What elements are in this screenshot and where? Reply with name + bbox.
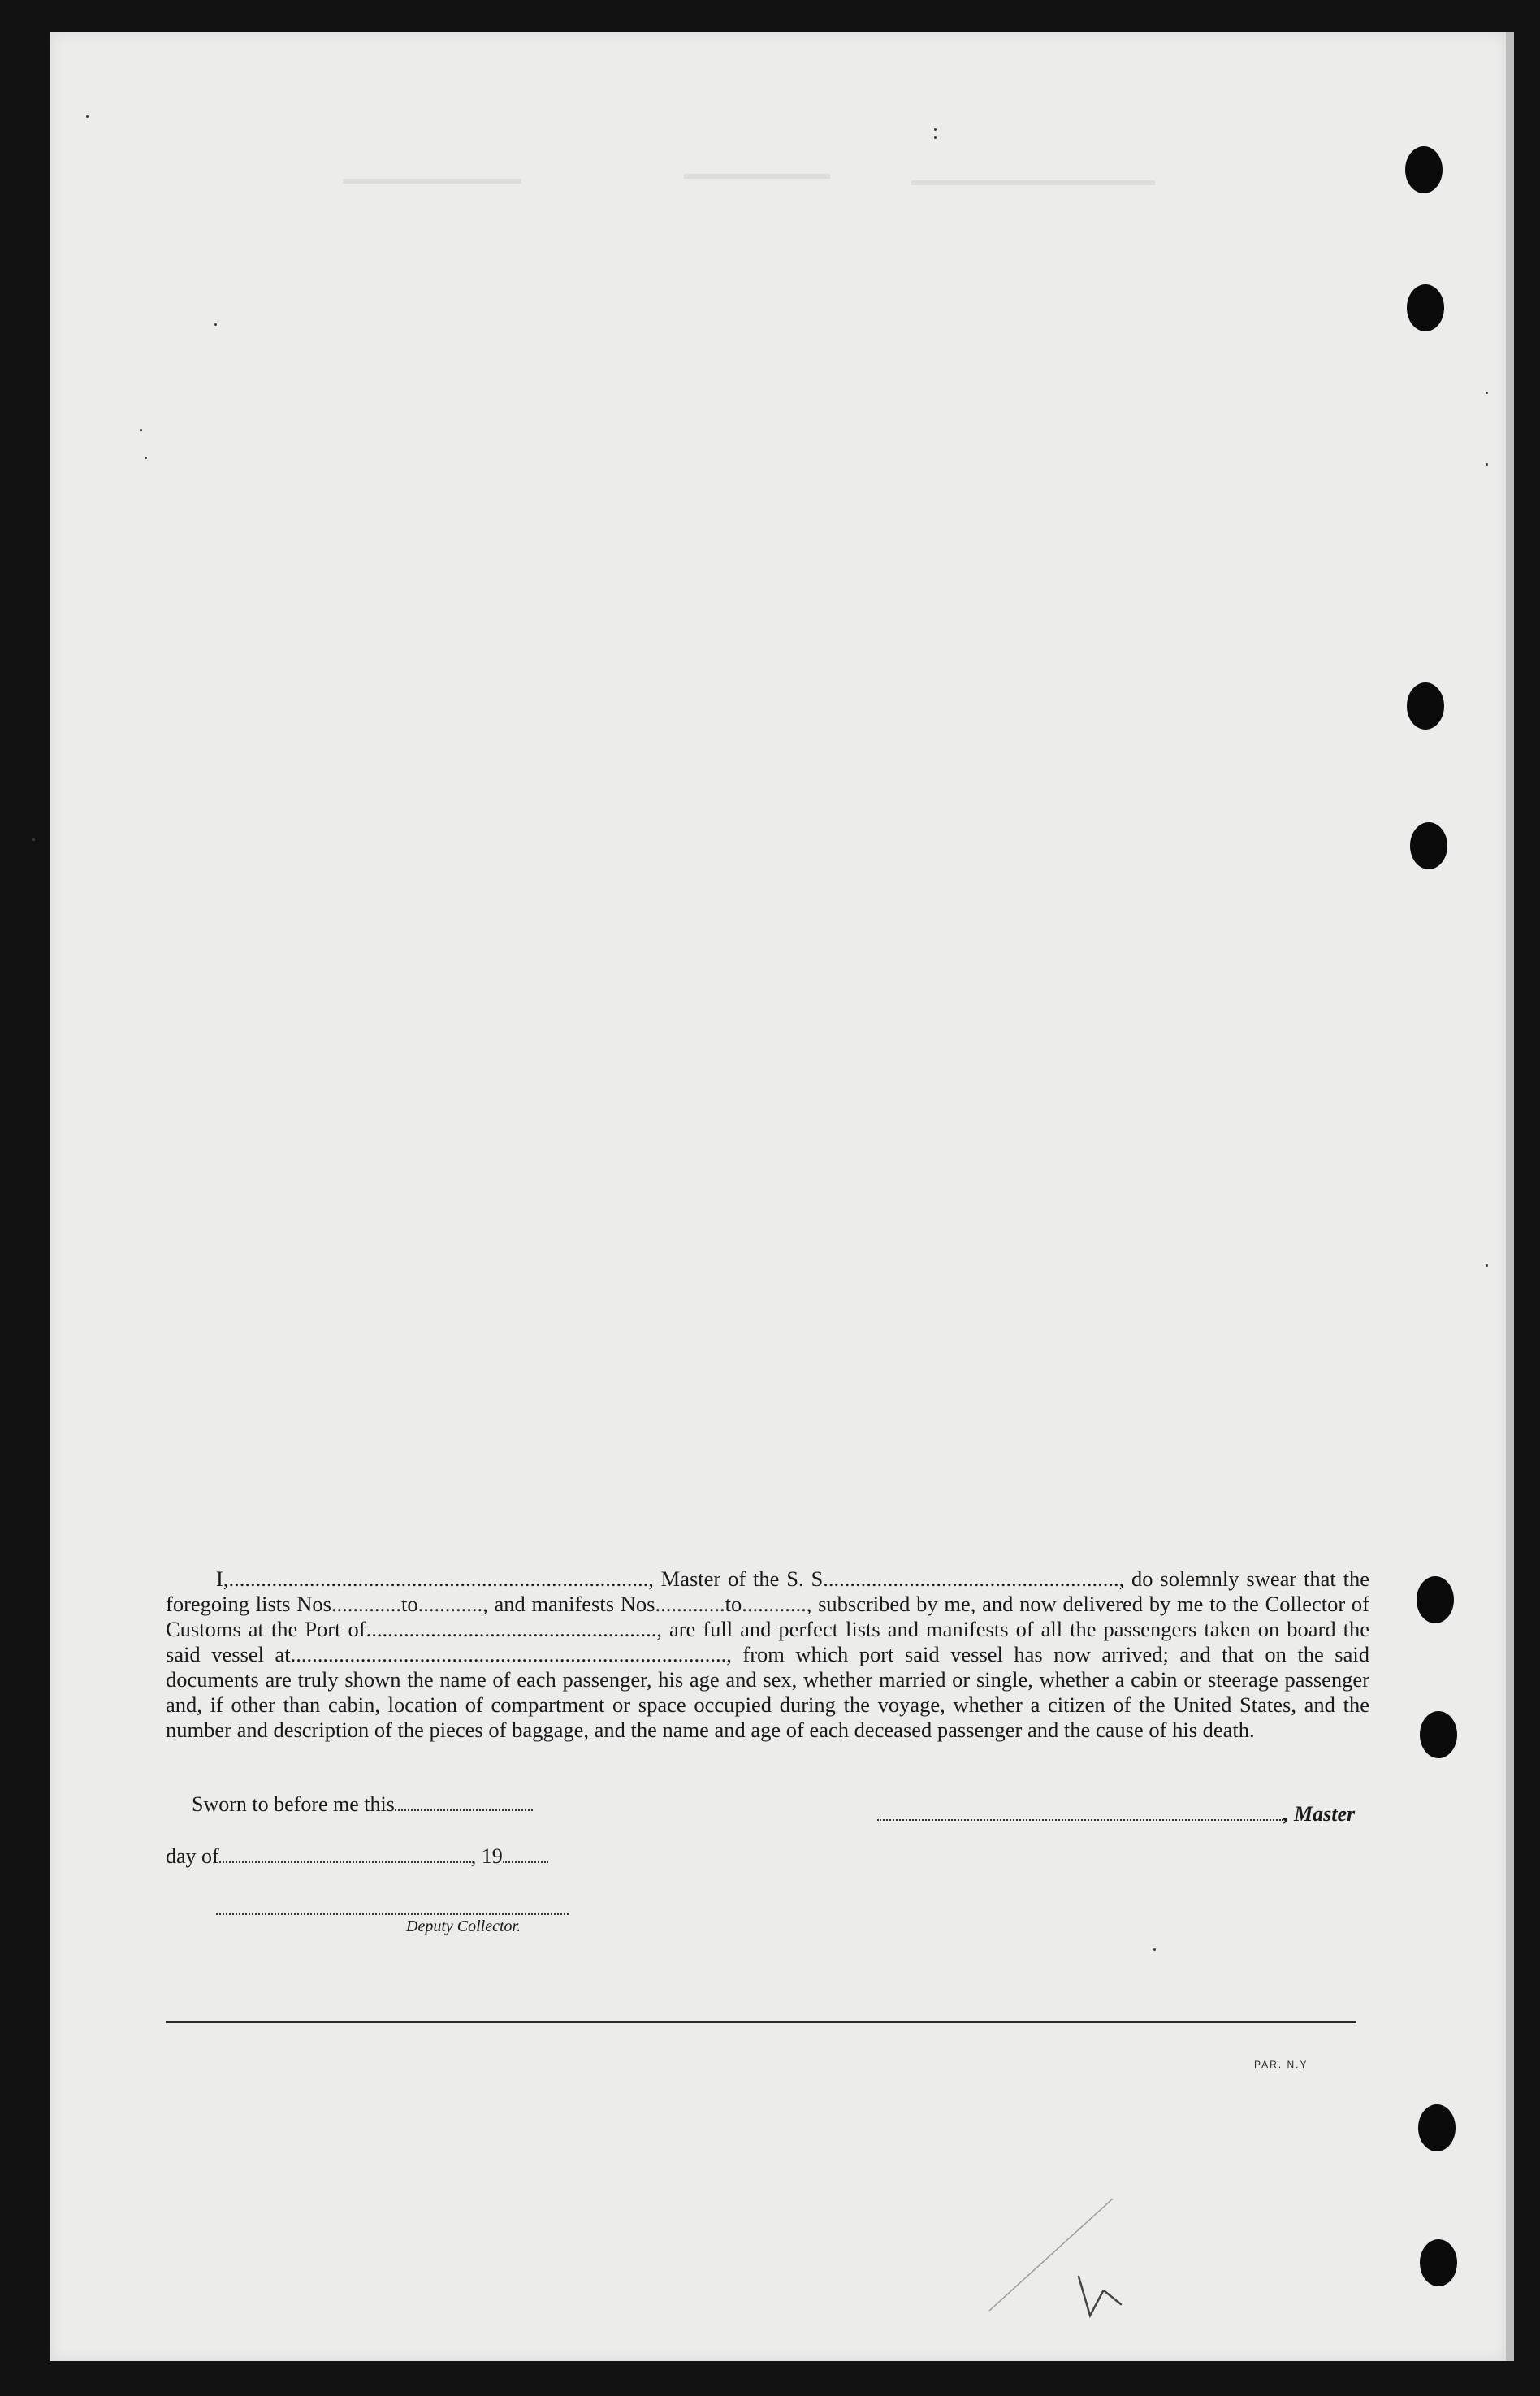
year-prefix: , 19 (470, 1844, 503, 1868)
scan-speck (1153, 1948, 1156, 1951)
master-signature-line (877, 1802, 1355, 1826)
punch-hole (1417, 1576, 1454, 1623)
sworn-label: Sworn to before me this (192, 1792, 395, 1816)
punch-hole (1418, 2104, 1456, 2151)
deputy-signature-blank (216, 1899, 569, 1915)
punch-hole (1405, 146, 1443, 193)
page-edge-strip (1506, 32, 1514, 2361)
day-of-blank (219, 1847, 471, 1863)
punch-hole (1410, 822, 1447, 869)
punch-hole (1420, 1711, 1457, 1758)
sworn-blank (395, 1795, 533, 1811)
scan-speck (32, 838, 35, 841)
scan-speck (86, 115, 89, 118)
handwritten-check-mark (1072, 2267, 1129, 2324)
scan-speck (934, 128, 937, 131)
year-blank (503, 1847, 548, 1863)
scan-speck (1486, 463, 1488, 466)
scan-speck (1486, 392, 1488, 394)
day-of-label: day of (166, 1844, 219, 1868)
scan-speck (145, 457, 147, 459)
horizontal-rule (166, 2021, 1356, 2023)
master-signature-blank (877, 1805, 1283, 1821)
punch-hole (1420, 2239, 1457, 2286)
punch-hole (1407, 682, 1444, 730)
master-label: , Master (1283, 1802, 1356, 1826)
punch-hole (1407, 284, 1444, 331)
printer-mark: PAR. N.Y (1254, 2059, 1309, 2070)
scan-speck (934, 136, 937, 139)
day-of-line (166, 1844, 548, 1869)
sworn-line (192, 1792, 533, 1817)
oath-text: I,.............................................................................., Master of the S. S......................................................., do solemnly swear that the foregoing lists Nos.............to............, and manifests Nos.............to............, subscribed by me, and now delivered by me to the Collector of Customs at the Port of......................................................, are full and perfect lists and manifests of all the passengers taken on board the said vessel at................................................................................., from which port said vessel has now arrived; and that on the said documents are truly shown the name of each passenger, his age and sex, whether married or single, whether a cabin or steerage passenger and, if other than cabin, location of compartment or space occupied during the voyage, whether a citizen of the United States, and the number and description of the pieces of baggage, and the name and age of each deceased passenger and the cause of his death. (166, 1566, 1369, 1742)
scan-speck (140, 429, 142, 431)
document-page (50, 32, 1506, 2361)
master-oath-paragraph (166, 1566, 1369, 1743)
scan-speck (214, 323, 217, 326)
scan-speck (1486, 1264, 1488, 1267)
deputy-collector-label: Deputy Collector. (406, 1917, 521, 1935)
faint-bleedthrough-header (343, 171, 1399, 203)
